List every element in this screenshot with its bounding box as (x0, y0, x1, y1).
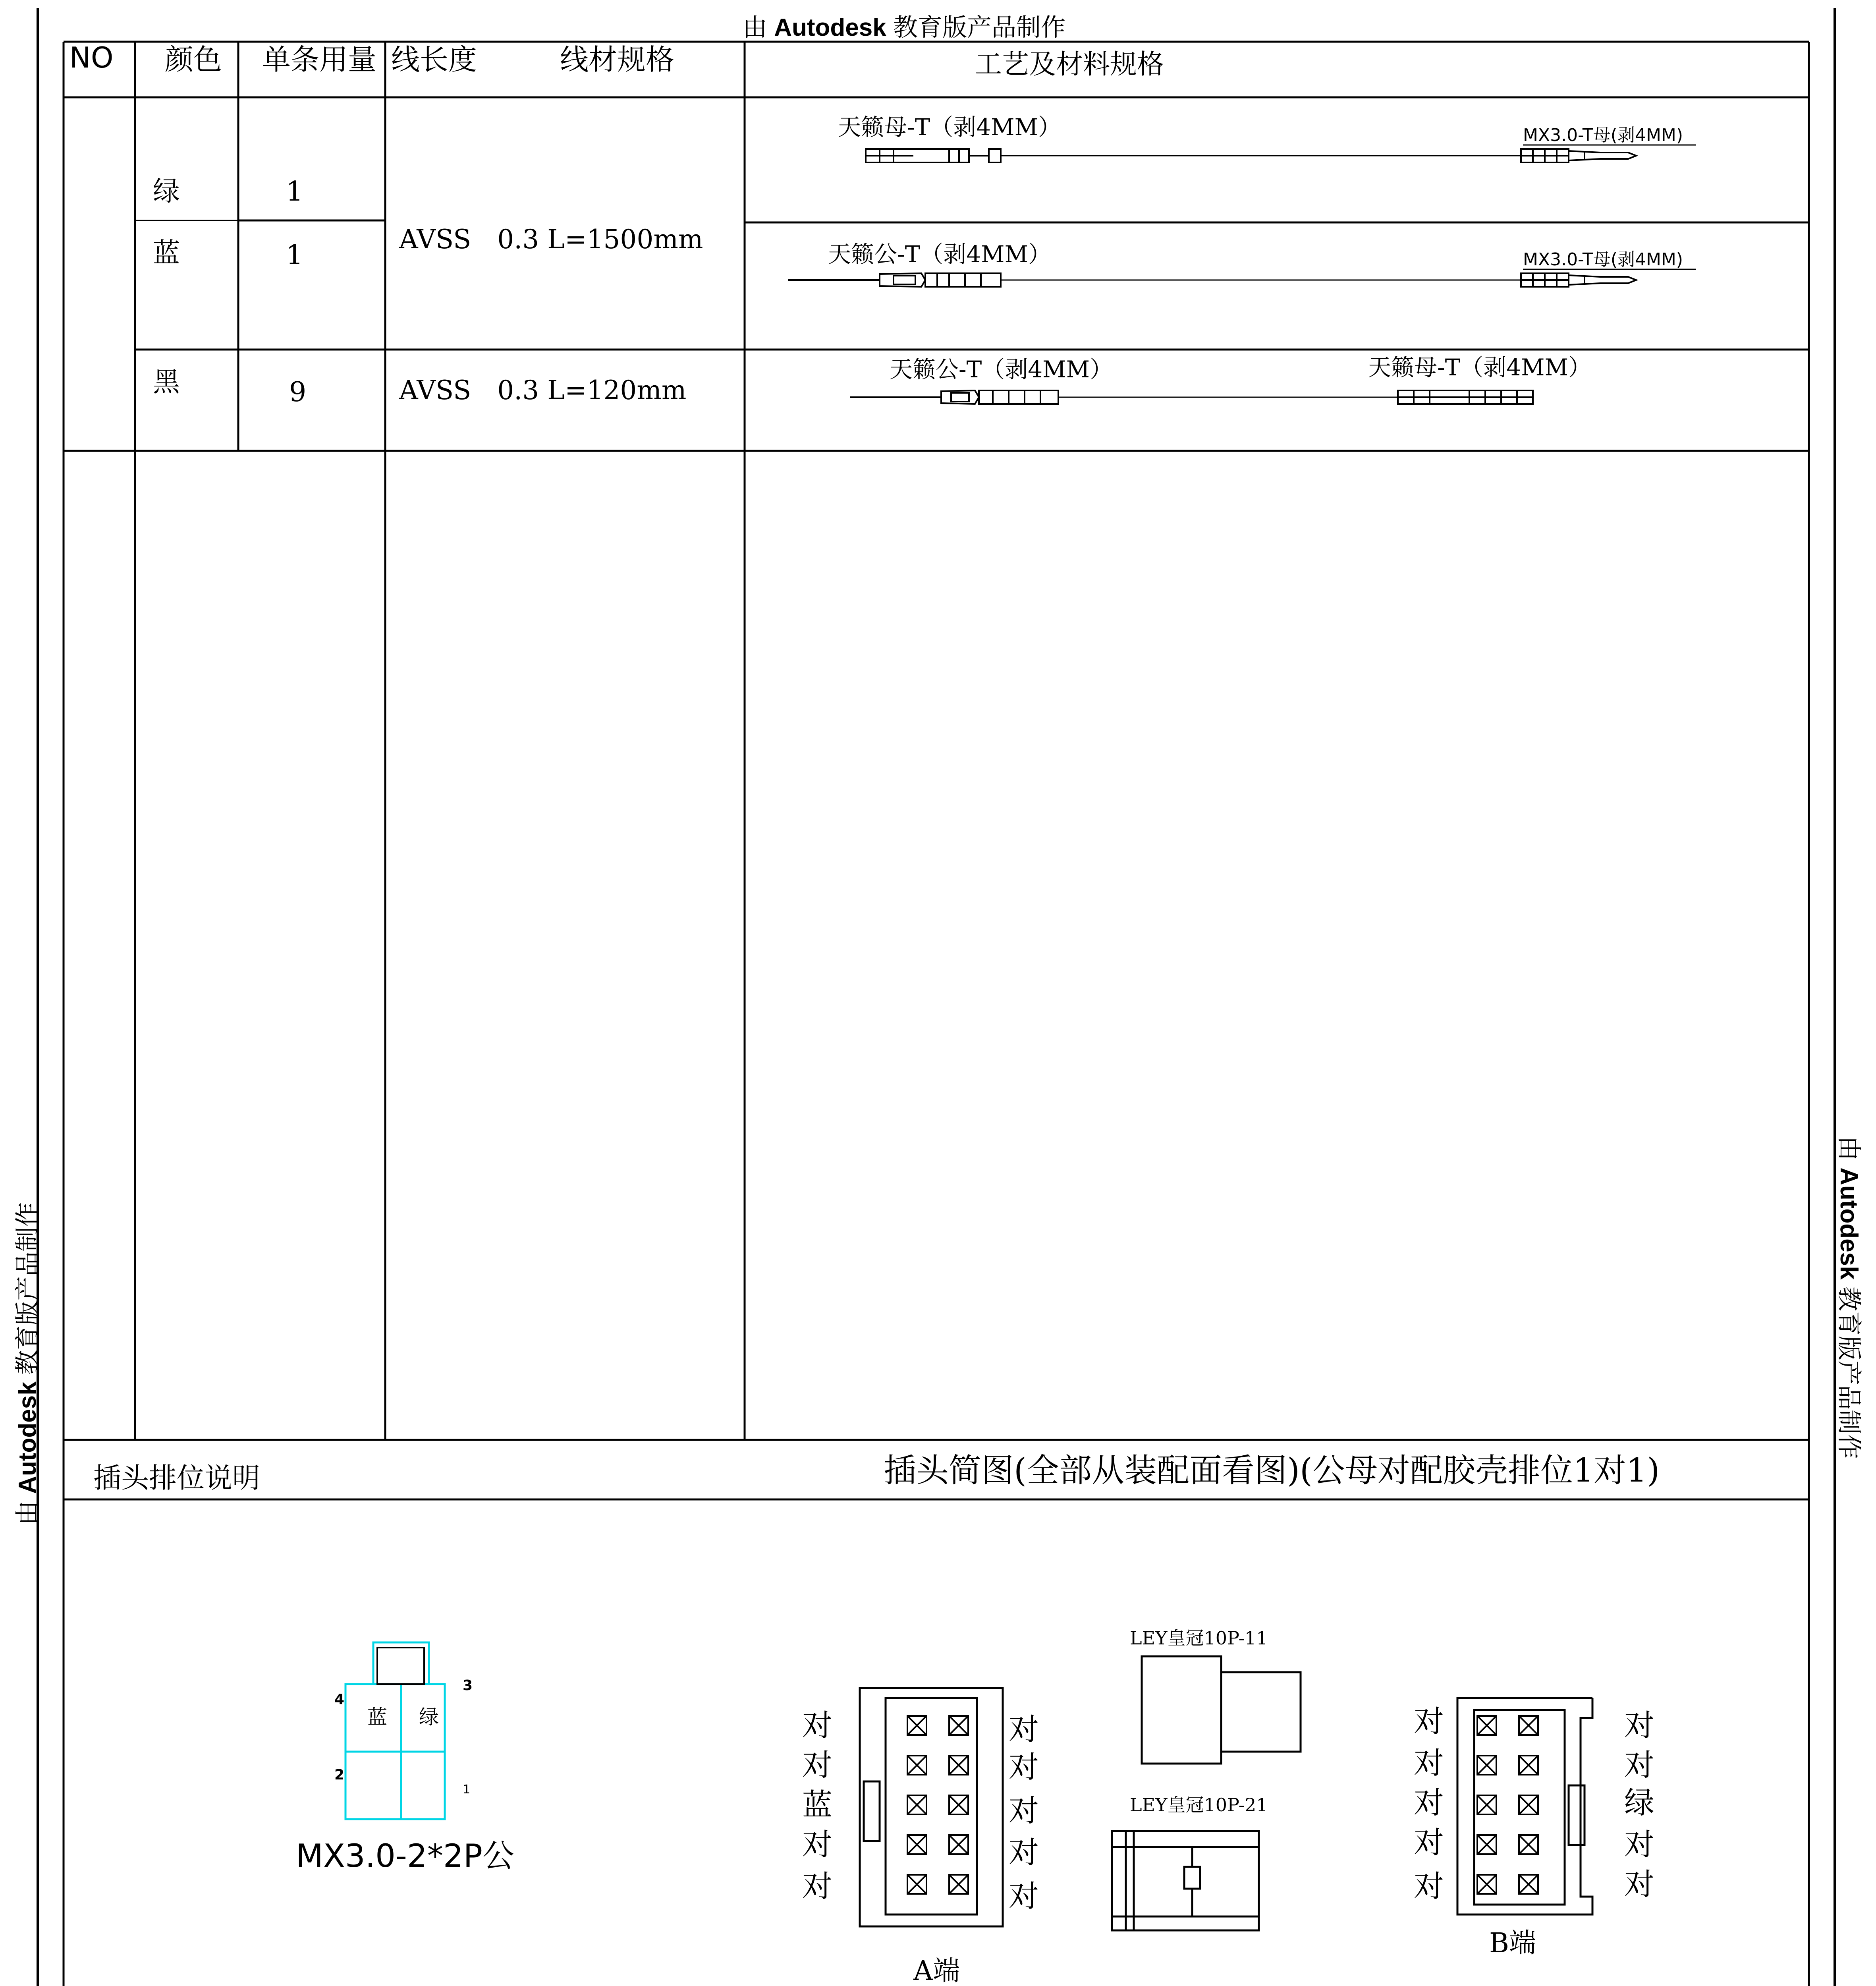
svg-text:由 Autodesk 教育版产品制作: 由 Autodesk 教育版产品制作 (14, 1202, 41, 1525)
svg-text:由 Autodesk 教育版产品制作: 由 Autodesk 教育版产品制作 (743, 14, 1065, 41)
mx-pin-3-no: 3 (463, 1677, 473, 1694)
b-left-label-4: 对 (1414, 1825, 1444, 1860)
header-no: NO (69, 41, 114, 74)
header-color: 颜色 (165, 43, 222, 76)
header-spec: 线材规格 (560, 43, 675, 76)
watermark-left (14, 1202, 41, 1525)
connector-right-title: 插头简图(全部从装配面看图)(公母对配胶壳排位1对1) (884, 1452, 1660, 1490)
a-right-label-5: 对 (1009, 1878, 1039, 1914)
mx-pin-3-color: 绿 (419, 1706, 439, 1729)
row-color-black: 黑 (153, 367, 180, 398)
a-right-label-2: 对 (1009, 1749, 1039, 1785)
b-right-label-1: 对 (1624, 1708, 1654, 1743)
a-left-label-5: 对 (802, 1868, 832, 1904)
b-right-label-4: 对 (1624, 1827, 1654, 1862)
mx-pin-4-color: 蓝 (367, 1706, 387, 1729)
b-right-label-5: 对 (1624, 1866, 1654, 1902)
b-left-label-5: 对 (1414, 1868, 1444, 1904)
mx-connector-name: MX3.0-2*2P公 (296, 1837, 514, 1874)
process-label-1-left: 天籁母-T（剥4MM） (838, 114, 1061, 141)
process-label-2-right: MX3.0-T母(剥4MM) (1523, 249, 1683, 270)
a-left-label-4: 对 (802, 1827, 832, 1862)
header-length: 线长度 (391, 43, 477, 76)
mx-pin-4-no: 4 (334, 1691, 345, 1708)
header-process: 工艺及材料规格 (975, 49, 1164, 80)
b-left-label-1: 对 (1414, 1704, 1444, 1739)
header-usage: 单条用量 (262, 43, 377, 76)
a-right-label-1: 对 (1009, 1712, 1039, 1747)
b-end-label: B端 (1489, 1928, 1536, 1959)
watermark-right (1835, 1136, 1862, 1459)
b-right-label-2: 对 (1624, 1747, 1654, 1783)
connector-left-title: 插头排位说明 (93, 1462, 260, 1494)
row-color-green: 绿 (153, 176, 180, 207)
row-usage-blue: 1 (286, 240, 303, 271)
process-label-2-left: 天籁公-T（剥4MM） (828, 241, 1051, 268)
mx-pin-1-no: 1 (463, 1783, 471, 1797)
a-left-label-2: 对 (802, 1747, 832, 1783)
ley-top-label: LEY皇冠10P-11 (1130, 1627, 1268, 1649)
b-right-label-3: 绿 (1624, 1785, 1654, 1820)
spec-120: AVSS 0.3 L=120mm (399, 375, 687, 406)
process-label-3-left: 天籁公-T（剥4MM） (890, 356, 1113, 383)
row-usage-black: 9 (289, 377, 307, 408)
mx-pin-2-no: 2 (334, 1767, 345, 1783)
watermark-top (743, 14, 1065, 41)
b-left-label-3: 对 (1414, 1785, 1444, 1820)
a-right-label-4: 对 (1009, 1835, 1039, 1870)
a-end-label: A端 (913, 1955, 960, 1986)
process-label-3-right: 天籁母-T（剥4MM） (1368, 354, 1591, 381)
svg-text:由 Autodesk 教育版产品制作: 由 Autodesk 教育版产品制作 (1835, 1136, 1862, 1459)
a-right-label-3: 对 (1009, 1793, 1039, 1828)
spec-1500: AVSS 0.3 L=1500mm (399, 224, 703, 255)
a-left-label-3: 蓝 (802, 1787, 832, 1822)
b-left-label-2: 对 (1414, 1745, 1444, 1781)
a-left-label-1: 对 (802, 1708, 832, 1743)
row-color-blue: 蓝 (153, 238, 180, 269)
row-usage-green: 1 (286, 176, 303, 207)
ley-bottom-label: LEY皇冠10P-21 (1130, 1794, 1268, 1816)
process-label-1-right: MX3.0-T母(剥4MM) (1523, 125, 1683, 145)
